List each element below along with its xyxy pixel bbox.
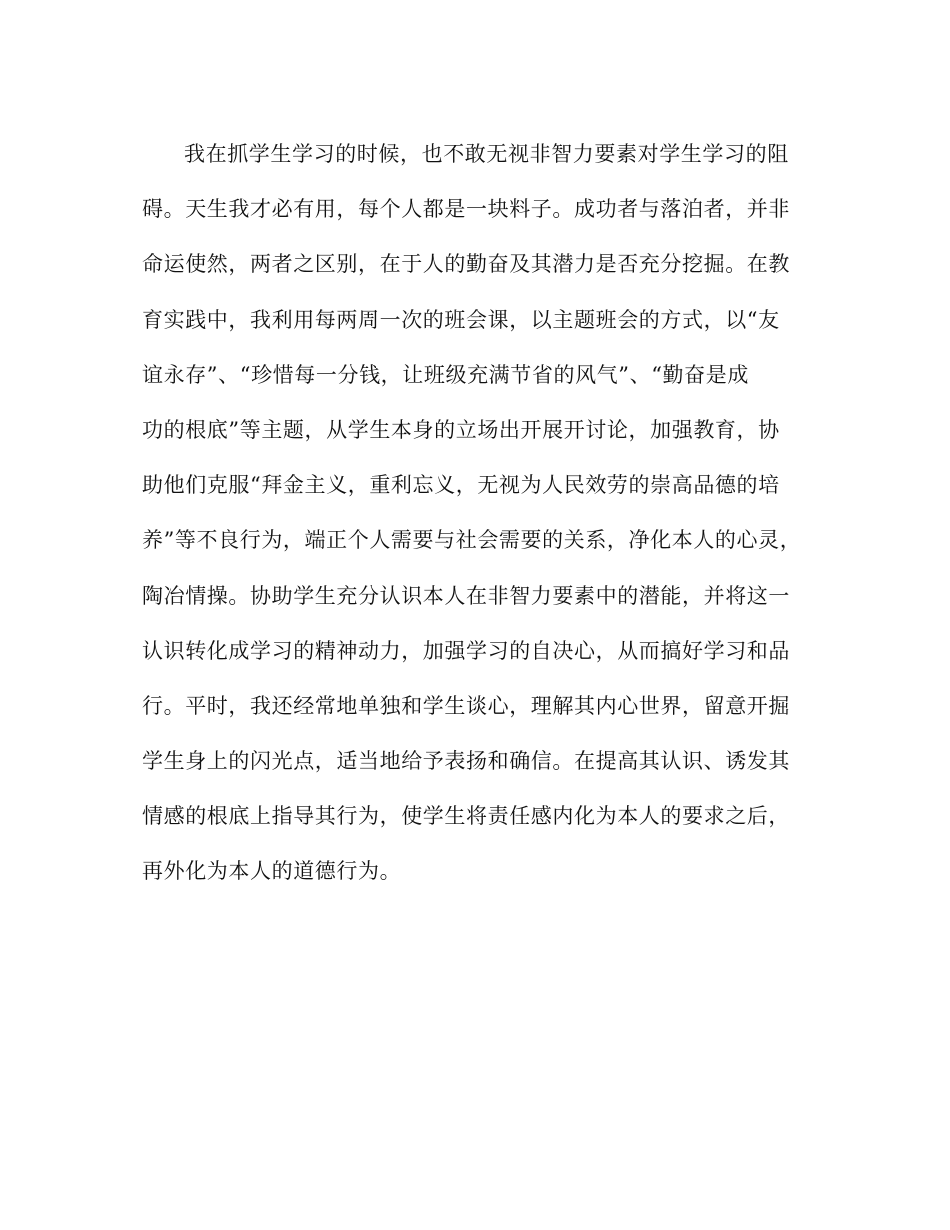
paragraph-line: 育实践中，我利用每两周一次的班会课，以主题班会的方式，以“友: [142, 307, 780, 332]
paragraph-line: 行。平时，我还经常地单独和学生谈心，理解其内心世界，留意开掘: [142, 693, 790, 718]
paragraph-line: 情感的根底上指导其行为，使学生将责任感内化为本人的要求之后，: [142, 804, 790, 829]
paragraph-line: 助他们克服“拜金主义，重利忘义，无视为人民效劳的崇高品德的培: [142, 473, 780, 498]
paragraph-line: 再外化为本人的道德行为。: [142, 859, 402, 884]
paragraph-line: 认识转化成学习的精神动力，加强学习的自决心，从而搞好学习和品: [142, 638, 790, 663]
paragraph-line: 碍。天生我才必有用，每个人都是一块料子。成功者与落泊者，并非: [142, 197, 790, 222]
paragraph-line: 陶冶情操。协助学生充分认识本人在非智力要素中的潜能，并将这一: [142, 583, 790, 608]
body-paragraph: [142, 144, 802, 917]
paragraph-line: 养”等不良行为，端正个人需要与社会需要的关系，净化本人的心灵，: [142, 528, 802, 553]
paragraph-line: 命运使然，两者之区别，在于人的勤奋及其潜力是否充分挖掘。在教: [142, 252, 790, 277]
paragraph-line: 功的根底”等主题，从学生本身的立场出开展开讨论，加强教育，协: [142, 417, 780, 442]
paragraph-line: 学生身上的闪光点，适当地给予表扬和确信。在提高其认识、诱发其: [142, 749, 790, 774]
paragraph-line: 谊永存”、“珍惜每一分钱，让班级充满节省的风气”、“勤奋是成: [142, 362, 749, 387]
paragraph-line: 我在抓学生学习的时候，也不敢无视非智力要素对学生学习的阻: [184, 142, 789, 166]
